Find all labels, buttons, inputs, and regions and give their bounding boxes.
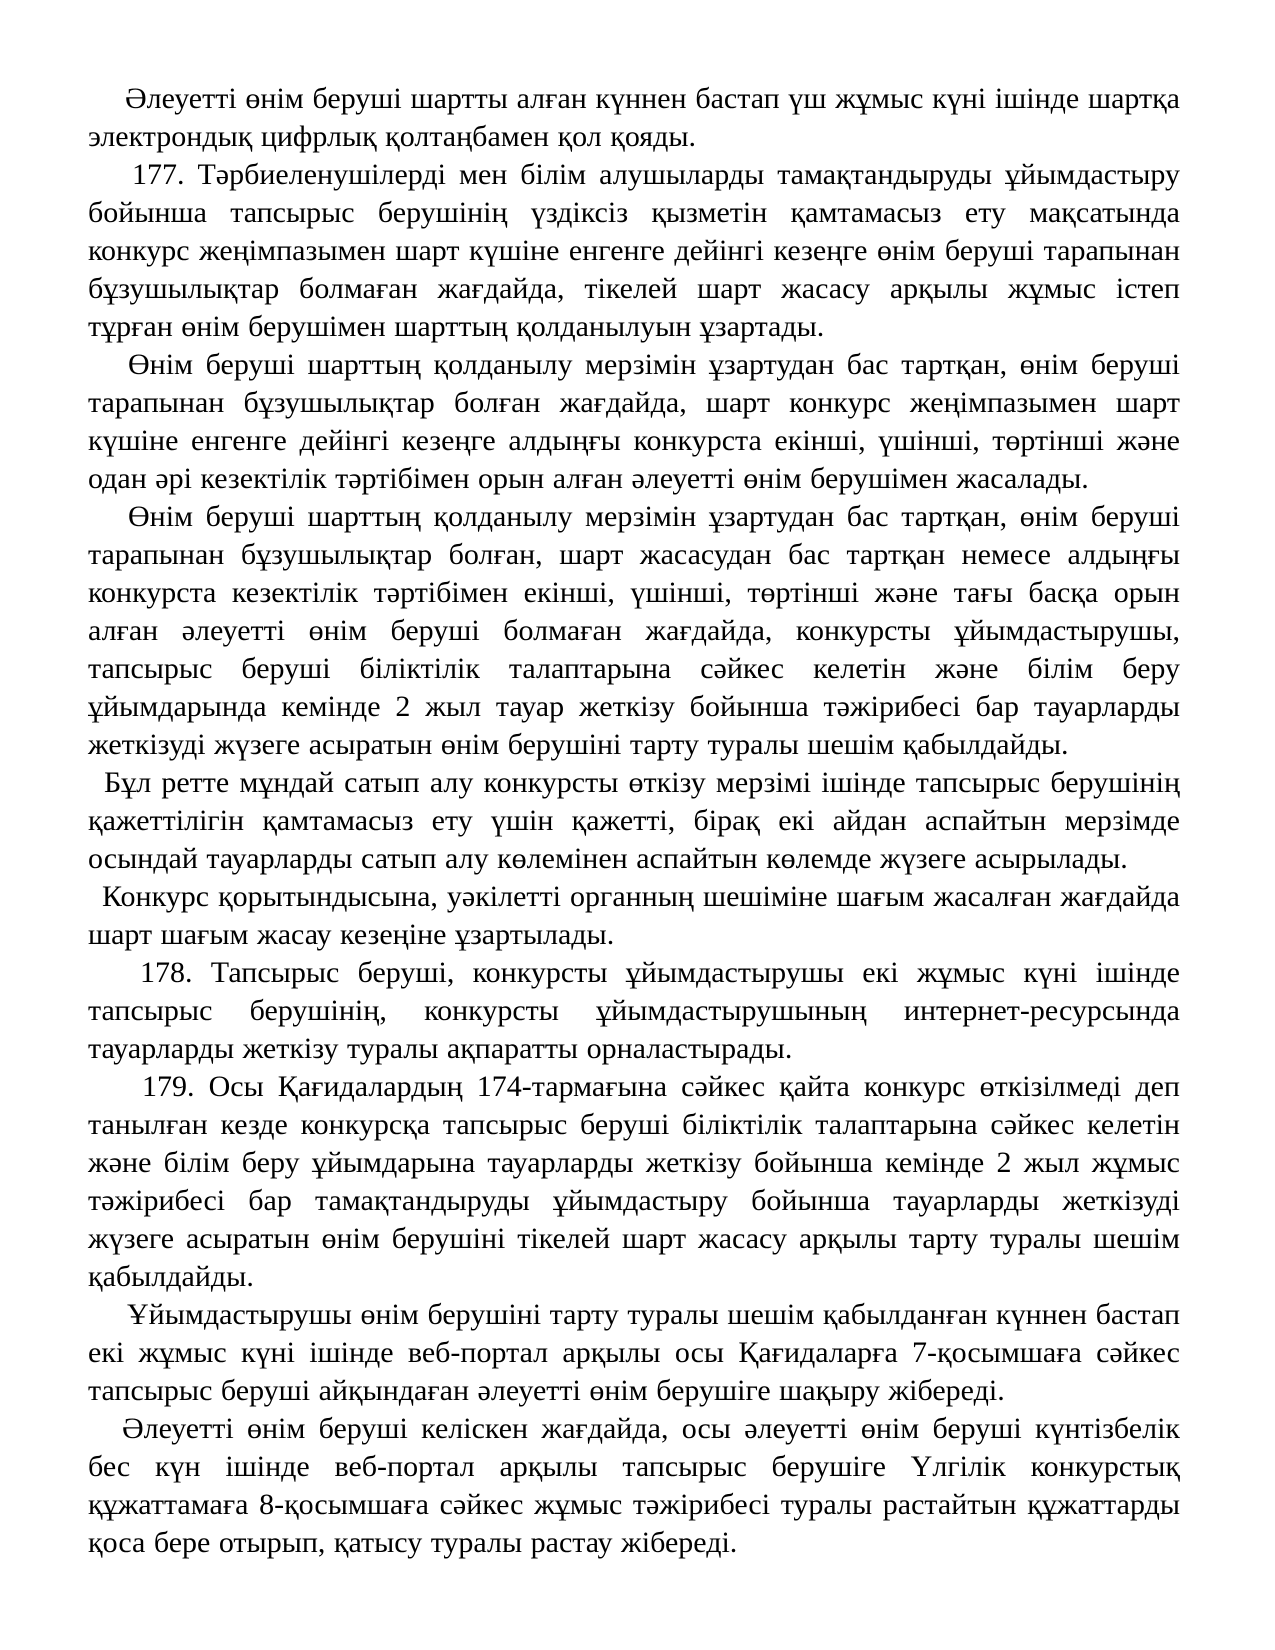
paragraph-clause-177: 177. Тәрбиеленушілерді мен білім алушыларды тамақтандыруды ұйымдастыру бойынша тапсырыс берушінің үздіксіз қызметін қамтамасыз ету мақсатында конкурс жеңімпазымен шарт күшіне енгенге дейінгі кезеңге өнім беруші тарапынан бұзушылықтар болмаған жағдайда, тікелей шарт жасасу арқылы жұмыс істеп тұрған өнім берушімен шарттың қолданылуын ұзартады. (88, 158, 1180, 343)
paragraph-clause-178: 178. Тапсырыс беруші, конкурсты ұйымдастырушы екі жұмыс күні ішінде тапсырыс берушінің, конкурсты ұйымдастырушының интернет-ресурсында тауарларды жеткізу туралы ақпаратты орналастырады. (88, 956, 1180, 1065)
paragraph-clause-179: 179. Осы Қағидалардың 174-тармағына сәйкес қайта конкурс өткізілмеді деп танылған кезде конкурсқа тапсырыс беруші біліктілік талаптарына сәйкес келетін және білім беру ұйымдарына тауарларды жеткізу бойынша кемінде 2 жыл жұмыс тәжірибесі бар тамақтандыруды ұйымдастыру бойынша тауарларды жеткізуді жүзеге асыратын өнім берушіні тікелей шарт жасасу арқылы тарту туралы шешім қабылдайды. (88, 1070, 1180, 1293)
paragraph-procurement-limit: Бұл ретте мұндай сатып алу конкурсты өткізу мерзімі ішінде тапсырыс берушінің қажеттілігін қамтамасыз ету үшін қажетті, бірақ екі айдан аспайтын мерзімде осындай тауарларды сатып алу көлемінен аспайтын көлемде жүзеге асырылады. (88, 766, 1180, 875)
paragraph-refusal-next-bidder: Өнім беруші шарттың қолданылу мерзімін ұзартудан бас тартқан, өнім беруші тарапынан бұзушылықтар болған жағдайда, шарт конкурс жеңімпазымен шарт күшіне енгенге дейінгі кезеңге алдыңғы конкурста екінші, үшінші, төртінші және одан әрі кезектілік тәртібімен орын алған әлеуетті өнім берушімен жасалады. (88, 348, 1180, 495)
paragraph-signing-deadline: Әлеуетті өнім беруші шартты алған күннен бастап үш жұмыс күні ішінде шартқа электрондық цифрлық қолтаңбамен қол қояды. (88, 82, 1180, 153)
paragraph-appeal-extension: Конкурс қорытындысына, уәкілетті органның шешіміне шағым жасалған жағдайда шарт шағым жасау кезеңіне ұзартылады. (88, 880, 1180, 951)
paragraph-supplier-confirmation: Әлеуетті өнім беруші келіскен жағдайда, осы әлеуетті өнім беруші күнтізбелік бес күн ішінде веб-портал арқылы тапсырыс берушіге Үлгілік конкурстық құжаттамаға 8-қосымшаға сәйкес жұмыс тәжірибесі туралы растайтын құжаттарды қоса бере отырып, қатысу туралы растау жібереді. (88, 1412, 1180, 1559)
paragraph-refusal-new-supplier: Өнім беруші шарттың қолданылу мерзімін ұзартудан бас тартқан, өнім беруші тарапынан бұзушылықтар болған, шарт жасасудан бас тартқан немесе алдыңғы конкурста кезектілік тәртібімен екінші, үшінші, төртінші және тағы басқа орын алған әлеуетті өнім беруші болмаған жағдайда, конкурсты ұйымдастырушы, тапсырыс беруші біліктілік талаптарына сәйкес келетін және білім беру ұйымдарында кемінде 2 жыл тауар жеткізу бойынша тәжірибесі бар тауарларды жеткізуді жүзеге асыратын өнім берушіні тарту туралы шешім қабылдайды. (88, 500, 1180, 761)
paragraph-invitation-webportal: Ұйымдастырушы өнім берушіні тарту туралы шешім қабылданған күннен бастап екі жұмыс күні ішінде веб-портал арқылы осы Қағидаларға 7-қосымшаға сәйкес тапсырыс беруші айқындаған әлеуетті өнім берушіге шақыру жібереді. (88, 1298, 1180, 1407)
